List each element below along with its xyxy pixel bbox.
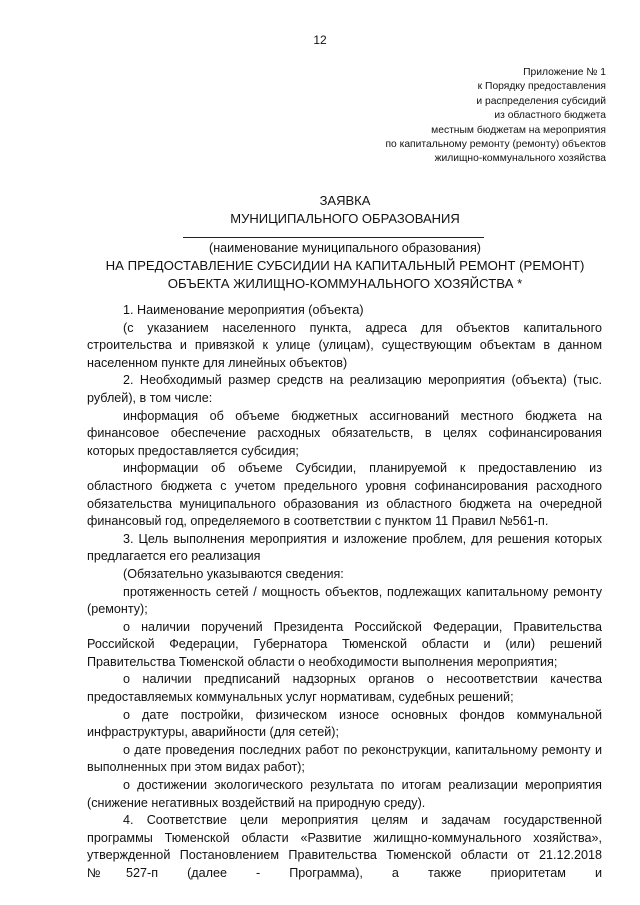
paragraph: о достижении экологического результата по итогам реализации мероприятия (снижение негативных воздействий на природную среду). [87,778,602,810]
paragraph: 4. Соответствие цели мероприятия целям и задачам государственной программы Тюменской области «Развитие жилищно-коммунального хозяйства», утвержденной Постановлением Правительства Тюменской области от 21.12.2018 №527-п (далее - Программа), а также приоритетам и [87,813,602,880]
document-body [87,302,602,883]
appendix-block [306,66,606,167]
document-title-line-4: ОБЪЕКТА ЖИЛИЩНО-КОММУНАЛЬНОГО ХОЗЯЙСТВА * [167,276,523,291]
appendix-line: местным бюджетам на мероприятия [431,124,606,136]
paragraph: (Обязательно указываются сведения: [123,566,344,581]
document-title: ЗАЯВКА [319,193,371,208]
document-title-line-2: МУНИЦИПАЛЬНОГО ОБРАЗОВАНИЯ [230,211,460,226]
document-title-line-3: НА ПРЕДОСТАВЛЕНИЕ СУБСИДИИ НА КАПИТАЛЬНЫЙ РЕМОНТ (РЕМОНТ) [105,258,585,273]
paragraph: о дате постройки, физическом износе основных фондов коммунальной инфраструктуры, аварийности (для сетей); [87,707,602,740]
paragraph: 3. Цель выполнения мероприятия и изложение проблем, для решения которых предлагается его реализация [87,531,602,564]
paragraph: о наличии поручений Президента Российской Федерации, Правительства Российской Федерации, Губернатора Тюменской области и (или) решений Правительства Тюменской области о необходимости выполнения мероприятия; [87,619,602,669]
name-underline [183,237,484,238]
paragraph: 1. Наименование мероприятия (объекта) [123,303,364,317]
appendix-line: и распределения субсидий [476,95,606,107]
paragraph: о дате проведения последних работ по реконструкции, капитальному ремонту и выполненных при этом видах работ); [87,742,602,775]
paragraph: информации об объеме Субсидии, планируемой к предоставлению из областного бюджета с учетом предельного уровня софинансирования расходного обязательства муниципального образования из областного бюджета на очередной финансовый год, определяемого в соответствии с пунктом 11 Правил №561-п. [87,461,602,529]
paragraph: информация об объеме бюджетных ассигнований местного бюджета на финансовое обеспечение расходных обязательств, в целях софинансирования которых предоставляется субсидия; [87,408,602,458]
appendix-line: из областного бюджета [494,110,606,122]
municipality-name-note: (наименование муниципального образования) [209,241,481,255]
appendix-line: жилищно-коммунального хозяйства [434,153,606,165]
paragraph: (с указанием населенного пункта, адреса для объектов капитального строительства и привязкой к улице (улицам), существующим объектам в данном населенном пункте для линейных объектов) [87,320,602,370]
appendix-line: по капитальному ремонту (ремонту) объектов [385,139,606,151]
appendix-line: Приложение № 1 [523,67,606,78]
page-number: 12 [313,33,327,47]
paragraph: 2. Необходимый размер средств на реализацию мероприятия (объекта) (тыс. рублей), в том числе: [87,373,602,405]
paragraph: о наличии предписаний надзорных органов о несоответствии качества предоставляемых коммунальных услуг нормативам, судебных решений; [87,672,602,705]
paragraph: протяженность сетей / мощность объектов, подлежащих капитальному ремонту (ремонту); [87,584,602,617]
appendix-line: к Порядку предоставления [477,81,606,93]
